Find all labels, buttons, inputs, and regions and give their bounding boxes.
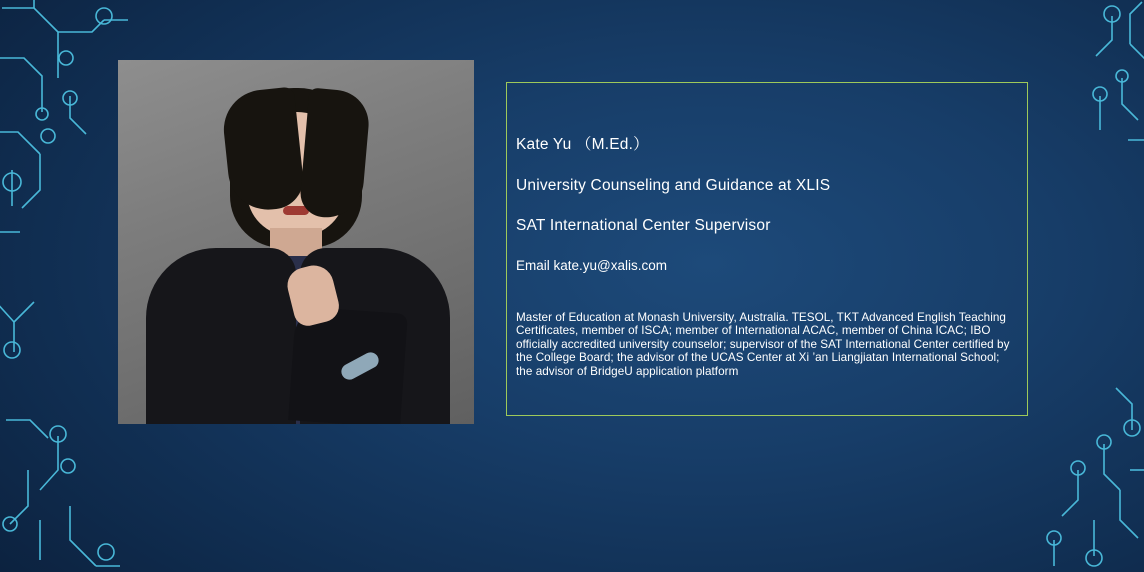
profile-title: SAT International Center Supervisor [516,217,771,234]
portrait-jacket-left [146,248,296,424]
profile-photo [118,60,474,424]
circuit-decoration-right [1034,0,1144,572]
profile-info-card [506,82,1028,416]
profile-email: Email kate.yu@xalis.com [516,257,667,273]
profile-text-block [516,137,1013,272]
profile-name: Kate Yu （M.Ed.） [516,136,649,153]
profile-role: University Counseling and Guidance at XLIS [516,176,831,194]
profile-bio: Master of Education at Monash University, Australia. TESOL, TKT Advanced English Teaching Certificates, member of ISCA; member of International ACAC, member of China ICAC; IBO officially accredited university counselor; supervisor of the SAT International Center certified by the College Board; the advisor of the UCAS Center at Xi ’an Liangjiatan International School; the advisor of BridgeU application platform [516,311,1010,378]
